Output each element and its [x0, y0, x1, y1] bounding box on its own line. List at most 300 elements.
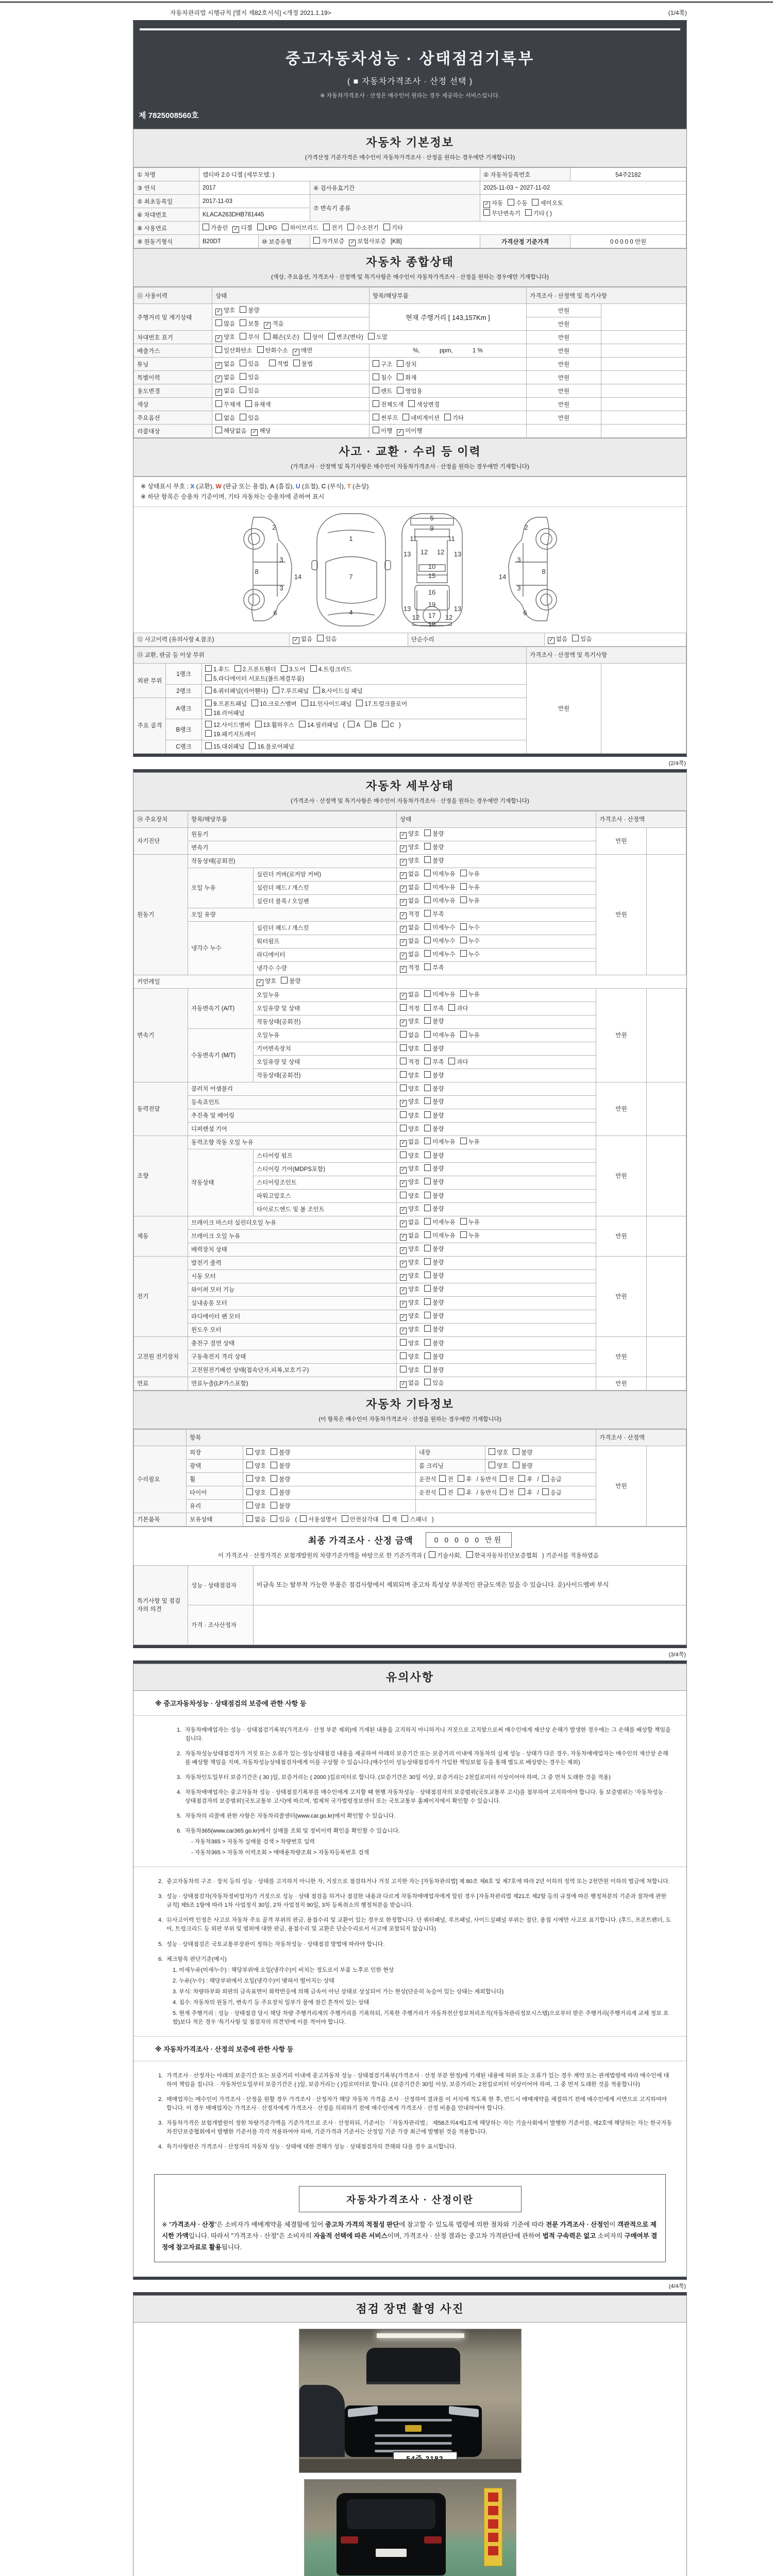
checkbox-box[interactable]: [257, 224, 264, 230]
checkbox[interactable]: [424, 1245, 444, 1253]
checkbox[interactable]: [255, 721, 294, 729]
checkbox[interactable]: [424, 1031, 455, 1039]
checkbox-box[interactable]: [402, 414, 409, 420]
checkbox-box[interactable]: [246, 1502, 253, 1509]
checkbox-box[interactable]: [424, 1125, 431, 1131]
checkbox-box[interactable]: [525, 209, 532, 216]
checkbox-box[interactable]: ✓: [400, 926, 407, 933]
checkbox-box[interactable]: [424, 1192, 431, 1198]
checkbox-box[interactable]: [215, 346, 222, 353]
checkbox-box[interactable]: ✓: [400, 1274, 407, 1281]
checkbox-box[interactable]: [240, 306, 246, 313]
checkbox[interactable]: [424, 1071, 444, 1079]
checkbox[interactable]: [293, 360, 313, 368]
checkbox-box[interactable]: [203, 224, 209, 230]
checkbox-box[interactable]: [424, 1138, 431, 1144]
checkbox-box[interactable]: [215, 400, 222, 407]
checkbox-box[interactable]: [383, 1515, 390, 1522]
checkbox-box[interactable]: [368, 333, 375, 340]
checkbox-box[interactable]: [424, 1366, 431, 1372]
checkbox[interactable]: [400, 1125, 419, 1133]
checkbox-box[interactable]: [424, 1352, 431, 1359]
checkbox-box[interactable]: [348, 721, 355, 727]
checkbox[interactable]: [383, 224, 403, 232]
checkbox-box[interactable]: ✓: [400, 939, 407, 946]
checkbox-box[interactable]: [257, 346, 264, 353]
checkbox[interactable]: [205, 709, 244, 717]
checkbox[interactable]: [400, 990, 419, 999]
checkbox[interactable]: [365, 721, 377, 728]
checkbox-box[interactable]: ✓: [257, 979, 263, 986]
checkbox[interactable]: [299, 721, 338, 729]
checkbox[interactable]: [246, 1515, 266, 1523]
checkbox[interactable]: [397, 374, 416, 382]
checkbox-box[interactable]: ✓: [548, 637, 554, 644]
checkbox-box[interactable]: [424, 950, 431, 957]
checkbox[interactable]: [304, 333, 324, 341]
checkbox-box[interactable]: [542, 1475, 549, 1482]
checkbox[interactable]: [424, 1272, 444, 1280]
checkbox[interactable]: [257, 224, 277, 231]
checkbox-box[interactable]: [460, 883, 467, 890]
checkbox[interactable]: [424, 990, 455, 998]
checkbox[interactable]: [246, 1502, 266, 1510]
checkbox-box[interactable]: [205, 721, 212, 727]
checkbox-box[interactable]: ✓: [400, 845, 407, 852]
checkbox-box[interactable]: ✓: [400, 1020, 407, 1026]
checkbox[interactable]: [424, 1218, 455, 1226]
checkbox[interactable]: [513, 1462, 532, 1470]
checkbox-box[interactable]: ✓: [251, 429, 258, 436]
checkbox-box[interactable]: [424, 1339, 431, 1346]
checkbox[interactable]: [400, 1339, 419, 1347]
checkbox-box[interactable]: ✓: [215, 362, 222, 369]
checkbox-box[interactable]: [489, 1448, 495, 1455]
checkbox-box[interactable]: [397, 374, 404, 380]
checkbox-box[interactable]: [269, 360, 276, 366]
checkbox-box[interactable]: ✓: [400, 1247, 407, 1254]
checkbox-box[interactable]: ✓: [400, 886, 407, 892]
checkbox-box[interactable]: [500, 1488, 507, 1495]
checkbox-box[interactable]: [400, 1044, 407, 1051]
checkbox[interactable]: [525, 209, 552, 217]
checkbox[interactable]: [257, 977, 276, 986]
checkbox-box[interactable]: [401, 1515, 408, 1522]
checkbox-box[interactable]: [317, 635, 324, 641]
checkbox-box[interactable]: [373, 400, 379, 407]
checkbox[interactable]: [400, 843, 419, 852]
checkbox-box[interactable]: [400, 1352, 407, 1359]
checkbox[interactable]: [400, 1111, 419, 1120]
checkbox-box[interactable]: ✓: [400, 872, 407, 879]
checkbox[interactable]: [317, 635, 337, 643]
checkbox[interactable]: [400, 937, 419, 946]
checkbox-box[interactable]: [424, 1272, 431, 1278]
checkbox[interactable]: [424, 1192, 444, 1200]
checkbox[interactable]: [400, 1031, 419, 1039]
checkbox-box[interactable]: [424, 910, 431, 917]
checkbox[interactable]: [205, 742, 244, 751]
checkbox-box[interactable]: [342, 1515, 348, 1522]
checkbox-box[interactable]: [400, 1004, 407, 1011]
checkbox-box[interactable]: [373, 414, 379, 420]
checkbox[interactable]: [400, 1151, 419, 1160]
checkbox-box[interactable]: ✓: [215, 335, 222, 342]
checkbox[interactable]: [460, 990, 480, 998]
checkbox-box[interactable]: [424, 937, 431, 943]
checkbox[interactable]: [400, 1071, 419, 1079]
checkbox[interactable]: [424, 1044, 444, 1053]
checkbox[interactable]: [400, 1205, 419, 1214]
checkbox-box[interactable]: [310, 665, 317, 672]
checkbox[interactable]: [348, 721, 360, 728]
checkbox-box[interactable]: [448, 1058, 455, 1064]
checkbox[interactable]: [257, 346, 288, 354]
checkbox[interactable]: [400, 870, 419, 879]
checkbox-box[interactable]: [424, 1097, 431, 1104]
checkbox-box[interactable]: [397, 360, 404, 367]
checkbox[interactable]: [313, 687, 362, 695]
checkbox[interactable]: [400, 923, 419, 933]
checkbox-box[interactable]: ✓: [400, 1234, 407, 1241]
checkbox-box[interactable]: [424, 1245, 431, 1251]
checkbox-box[interactable]: [240, 414, 246, 420]
checkbox[interactable]: [542, 1488, 562, 1497]
checkbox[interactable]: [400, 829, 419, 839]
checkbox[interactable]: [205, 674, 304, 683]
checkbox-box[interactable]: [460, 896, 467, 903]
checkbox[interactable]: [400, 1192, 419, 1200]
checkbox[interactable]: [240, 333, 259, 341]
checkbox-box[interactable]: [513, 1448, 519, 1455]
checkbox[interactable]: [424, 963, 444, 972]
checkbox-box[interactable]: [460, 990, 467, 997]
checkbox[interactable]: [245, 400, 271, 409]
checkbox[interactable]: [424, 1151, 444, 1160]
checkbox[interactable]: [424, 923, 455, 931]
checkbox[interactable]: [500, 1488, 514, 1497]
checkbox-box[interactable]: [424, 1379, 431, 1385]
checkbox[interactable]: [424, 1379, 444, 1387]
checkbox-box[interactable]: [215, 319, 222, 326]
checkbox-box[interactable]: [424, 1325, 431, 1332]
checkbox-box[interactable]: ✓: [264, 322, 271, 329]
checkbox[interactable]: [400, 1138, 419, 1147]
checkbox[interactable]: [400, 1058, 419, 1066]
checkbox-box[interactable]: [356, 700, 363, 706]
checkbox-box[interactable]: ✓: [400, 859, 407, 866]
checkbox-box[interactable]: ✓: [400, 1221, 407, 1227]
checkbox[interactable]: [400, 1097, 419, 1107]
checkbox[interactable]: [215, 319, 235, 328]
checkbox-box[interactable]: [205, 674, 212, 681]
checkbox[interactable]: [448, 1004, 468, 1012]
checkbox[interactable]: [273, 687, 309, 695]
checkbox[interactable]: [424, 856, 444, 865]
checkbox-box[interactable]: [240, 333, 246, 340]
checkbox[interactable]: [424, 870, 455, 878]
checkbox[interactable]: [373, 360, 392, 368]
checkbox-box[interactable]: [400, 1071, 407, 1078]
checkbox[interactable]: [205, 700, 247, 708]
checkbox-box[interactable]: ✓: [215, 309, 222, 315]
checkbox[interactable]: [439, 1488, 453, 1497]
checkbox[interactable]: [234, 665, 276, 673]
checkbox[interactable]: [382, 721, 394, 728]
checkbox-box[interactable]: [397, 387, 404, 394]
checkbox-box[interactable]: [271, 1475, 277, 1482]
checkbox-box[interactable]: [424, 923, 431, 930]
checkbox-box[interactable]: [246, 1448, 253, 1455]
checkbox-box[interactable]: [429, 1551, 435, 1558]
checkbox[interactable]: [466, 1551, 537, 1560]
checkbox[interactable]: [508, 199, 527, 207]
checkbox-box[interactable]: [240, 386, 246, 393]
checkbox[interactable]: [300, 1515, 337, 1523]
checkbox[interactable]: [400, 963, 419, 973]
checkbox[interactable]: [424, 1178, 444, 1186]
checkbox-box[interactable]: [572, 635, 579, 641]
checkbox-box[interactable]: [513, 1462, 519, 1468]
checkbox-box[interactable]: [424, 896, 431, 903]
checkbox[interactable]: [251, 427, 271, 436]
checkbox-box[interactable]: [424, 1298, 431, 1305]
checkbox-box[interactable]: ✓: [400, 953, 407, 959]
checkbox[interactable]: [400, 1325, 419, 1334]
checkbox-box[interactable]: [205, 730, 212, 737]
checkbox-box[interactable]: [205, 665, 212, 672]
checkbox[interactable]: [460, 1138, 480, 1146]
checkbox[interactable]: [240, 386, 259, 395]
checkbox-box[interactable]: [424, 1044, 431, 1051]
checkbox[interactable]: [400, 1272, 419, 1281]
checkbox[interactable]: [313, 237, 344, 245]
checkbox[interactable]: [400, 896, 419, 906]
checkbox-box[interactable]: [483, 209, 490, 216]
checkbox-box[interactable]: [424, 1258, 431, 1265]
checkbox-box[interactable]: ✓: [483, 201, 490, 208]
checkbox-box[interactable]: [313, 687, 320, 693]
checkbox[interactable]: [271, 1502, 290, 1510]
checkbox-box[interactable]: ✓: [349, 240, 356, 246]
checkbox-box[interactable]: [234, 665, 241, 672]
checkbox-box[interactable]: [424, 1205, 431, 1211]
checkbox[interactable]: [323, 224, 343, 232]
checkbox-box[interactable]: [347, 224, 354, 230]
checkbox-box[interactable]: [400, 1339, 407, 1346]
checkbox-box[interactable]: [264, 333, 271, 340]
checkbox[interactable]: [460, 896, 480, 905]
checkbox[interactable]: [264, 319, 283, 329]
checkbox[interactable]: [349, 237, 386, 246]
checkbox[interactable]: [542, 1475, 562, 1483]
checkbox-box[interactable]: [424, 1084, 431, 1091]
checkbox-box[interactable]: ✓: [293, 349, 299, 355]
checkbox-box[interactable]: [408, 400, 415, 407]
checkbox[interactable]: [246, 1488, 266, 1497]
checkbox[interactable]: [400, 1298, 419, 1308]
checkbox-box[interactable]: [458, 1488, 464, 1495]
checkbox-box[interactable]: [246, 1462, 253, 1468]
checkbox-box[interactable]: [300, 1515, 307, 1522]
checkbox-box[interactable]: [466, 1551, 473, 1558]
checkbox[interactable]: [460, 1031, 480, 1039]
checkbox[interactable]: [342, 1515, 379, 1523]
checkbox-box[interactable]: [400, 1111, 407, 1118]
checkbox-box[interactable]: [215, 427, 222, 433]
checkbox-box[interactable]: [271, 1462, 277, 1468]
checkbox-box[interactable]: [460, 1218, 467, 1225]
checkbox-box[interactable]: ✓: [293, 637, 299, 644]
checkbox[interactable]: [424, 829, 444, 838]
checkbox-box[interactable]: [424, 1164, 431, 1171]
checkbox-box[interactable]: ✓: [215, 389, 222, 396]
checkbox-box[interactable]: [400, 1192, 407, 1198]
checkbox-box[interactable]: ✓: [400, 1261, 407, 1267]
checkbox[interactable]: [400, 950, 419, 959]
checkbox[interactable]: [424, 950, 455, 958]
checkbox-box[interactable]: [313, 237, 320, 244]
checkbox-box[interactable]: ✓: [215, 376, 222, 382]
checkbox-box[interactable]: [400, 1125, 407, 1131]
checkbox[interactable]: [513, 1448, 532, 1456]
checkbox[interactable]: [424, 1205, 444, 1213]
checkbox[interactable]: [489, 1462, 508, 1470]
checkbox-box[interactable]: [251, 700, 258, 706]
checkbox-box[interactable]: [271, 1488, 277, 1495]
checkbox[interactable]: [424, 1325, 444, 1333]
checkbox[interactable]: [397, 387, 422, 395]
checkbox-box[interactable]: [400, 1084, 407, 1091]
checkbox-box[interactable]: [205, 709, 212, 716]
checkbox[interactable]: [310, 665, 352, 673]
checkbox-box[interactable]: [249, 742, 256, 749]
checkbox[interactable]: [246, 1462, 266, 1470]
checkbox[interactable]: [460, 1218, 480, 1226]
checkbox-box[interactable]: [532, 199, 539, 206]
checkbox-box[interactable]: [424, 1071, 431, 1078]
checkbox[interactable]: [460, 937, 480, 945]
checkbox[interactable]: [444, 414, 464, 422]
checkbox[interactable]: [215, 333, 235, 342]
checkbox-box[interactable]: [240, 373, 246, 380]
checkbox-box[interactable]: [424, 1285, 431, 1292]
checkbox[interactable]: [460, 950, 480, 958]
checkbox[interactable]: [232, 224, 252, 233]
checkbox-box[interactable]: [444, 414, 451, 420]
checkbox[interactable]: [271, 1462, 290, 1470]
checkbox[interactable]: [460, 870, 480, 878]
checkbox[interactable]: [424, 1058, 444, 1066]
checkbox[interactable]: [458, 1488, 472, 1497]
checkbox[interactable]: [356, 700, 407, 708]
checkbox[interactable]: [424, 1258, 444, 1266]
checkbox[interactable]: [400, 1366, 419, 1374]
checkbox[interactable]: [424, 1298, 444, 1307]
checkbox[interactable]: [424, 1111, 444, 1120]
checkbox-box[interactable]: [448, 1004, 455, 1011]
checkbox-box[interactable]: [424, 870, 431, 876]
checkbox-box[interactable]: ✓: [232, 226, 239, 233]
checkbox-box[interactable]: ✓: [400, 899, 407, 906]
checkbox-box[interactable]: [323, 224, 330, 230]
checkbox[interactable]: [424, 1285, 444, 1293]
checkbox[interactable]: [424, 1231, 455, 1240]
checkbox-box[interactable]: [373, 427, 379, 433]
checkbox[interactable]: [240, 306, 259, 314]
checkbox-box[interactable]: [489, 1462, 495, 1468]
checkbox[interactable]: [282, 224, 319, 232]
checkbox[interactable]: [251, 700, 297, 708]
checkbox-box[interactable]: [424, 1312, 431, 1318]
checkbox[interactable]: [271, 1515, 290, 1523]
checkbox[interactable]: [368, 333, 388, 341]
checkbox-box[interactable]: ✓: [400, 832, 407, 839]
checkbox-box[interactable]: ✓: [400, 1314, 407, 1321]
checkbox-box[interactable]: [400, 1058, 407, 1064]
checkbox[interactable]: [424, 1084, 444, 1093]
checkbox[interactable]: [402, 414, 440, 422]
checkbox-box[interactable]: [460, 870, 467, 876]
checkbox-box[interactable]: ✓: [400, 1301, 407, 1308]
checkbox-box[interactable]: [255, 721, 262, 727]
checkbox[interactable]: [269, 360, 289, 368]
checkbox[interactable]: [532, 199, 563, 207]
checkbox[interactable]: [301, 700, 352, 708]
checkbox[interactable]: [400, 883, 419, 892]
checkbox[interactable]: [401, 1515, 427, 1523]
checkbox-box[interactable]: [400, 1366, 407, 1372]
checkbox[interactable]: [424, 843, 444, 851]
checkbox-box[interactable]: [424, 883, 431, 890]
checkbox[interactable]: [489, 1448, 508, 1456]
checkbox-box[interactable]: [458, 1475, 464, 1482]
checkbox-box[interactable]: [215, 414, 222, 420]
checkbox-box[interactable]: [246, 1488, 253, 1495]
checkbox-box[interactable]: [424, 1231, 431, 1238]
checkbox[interactable]: [424, 937, 455, 945]
checkbox[interactable]: [205, 721, 250, 729]
checkbox[interactable]: [424, 1366, 444, 1374]
checkbox-box[interactable]: [382, 721, 389, 727]
checkbox[interactable]: [458, 1475, 472, 1483]
checkbox-box[interactable]: [400, 1031, 407, 1038]
checkbox[interactable]: [424, 896, 455, 905]
checkbox-box[interactable]: [301, 700, 308, 706]
checkbox[interactable]: [328, 333, 363, 341]
checkbox[interactable]: [203, 224, 228, 232]
checkbox[interactable]: [518, 1488, 532, 1497]
checkbox[interactable]: [271, 1488, 290, 1497]
checkbox-box[interactable]: [460, 937, 467, 943]
checkbox-box[interactable]: [439, 1488, 446, 1495]
checkbox[interactable]: [424, 1017, 444, 1025]
checkbox[interactable]: [448, 1058, 468, 1066]
checkbox-box[interactable]: [500, 1475, 507, 1482]
checkbox[interactable]: [373, 427, 392, 435]
checkbox[interactable]: [483, 209, 520, 217]
checkbox-box[interactable]: [400, 1151, 407, 1158]
checkbox-box[interactable]: [424, 963, 431, 970]
checkbox-box[interactable]: ✓: [397, 429, 404, 436]
checkbox-box[interactable]: [460, 950, 467, 957]
checkbox[interactable]: [249, 742, 294, 751]
checkbox[interactable]: [400, 1004, 419, 1012]
checkbox-box[interactable]: [424, 1178, 431, 1184]
checkbox[interactable]: [205, 687, 268, 695]
checkbox-box[interactable]: [365, 721, 372, 727]
checkbox[interactable]: [347, 224, 378, 232]
